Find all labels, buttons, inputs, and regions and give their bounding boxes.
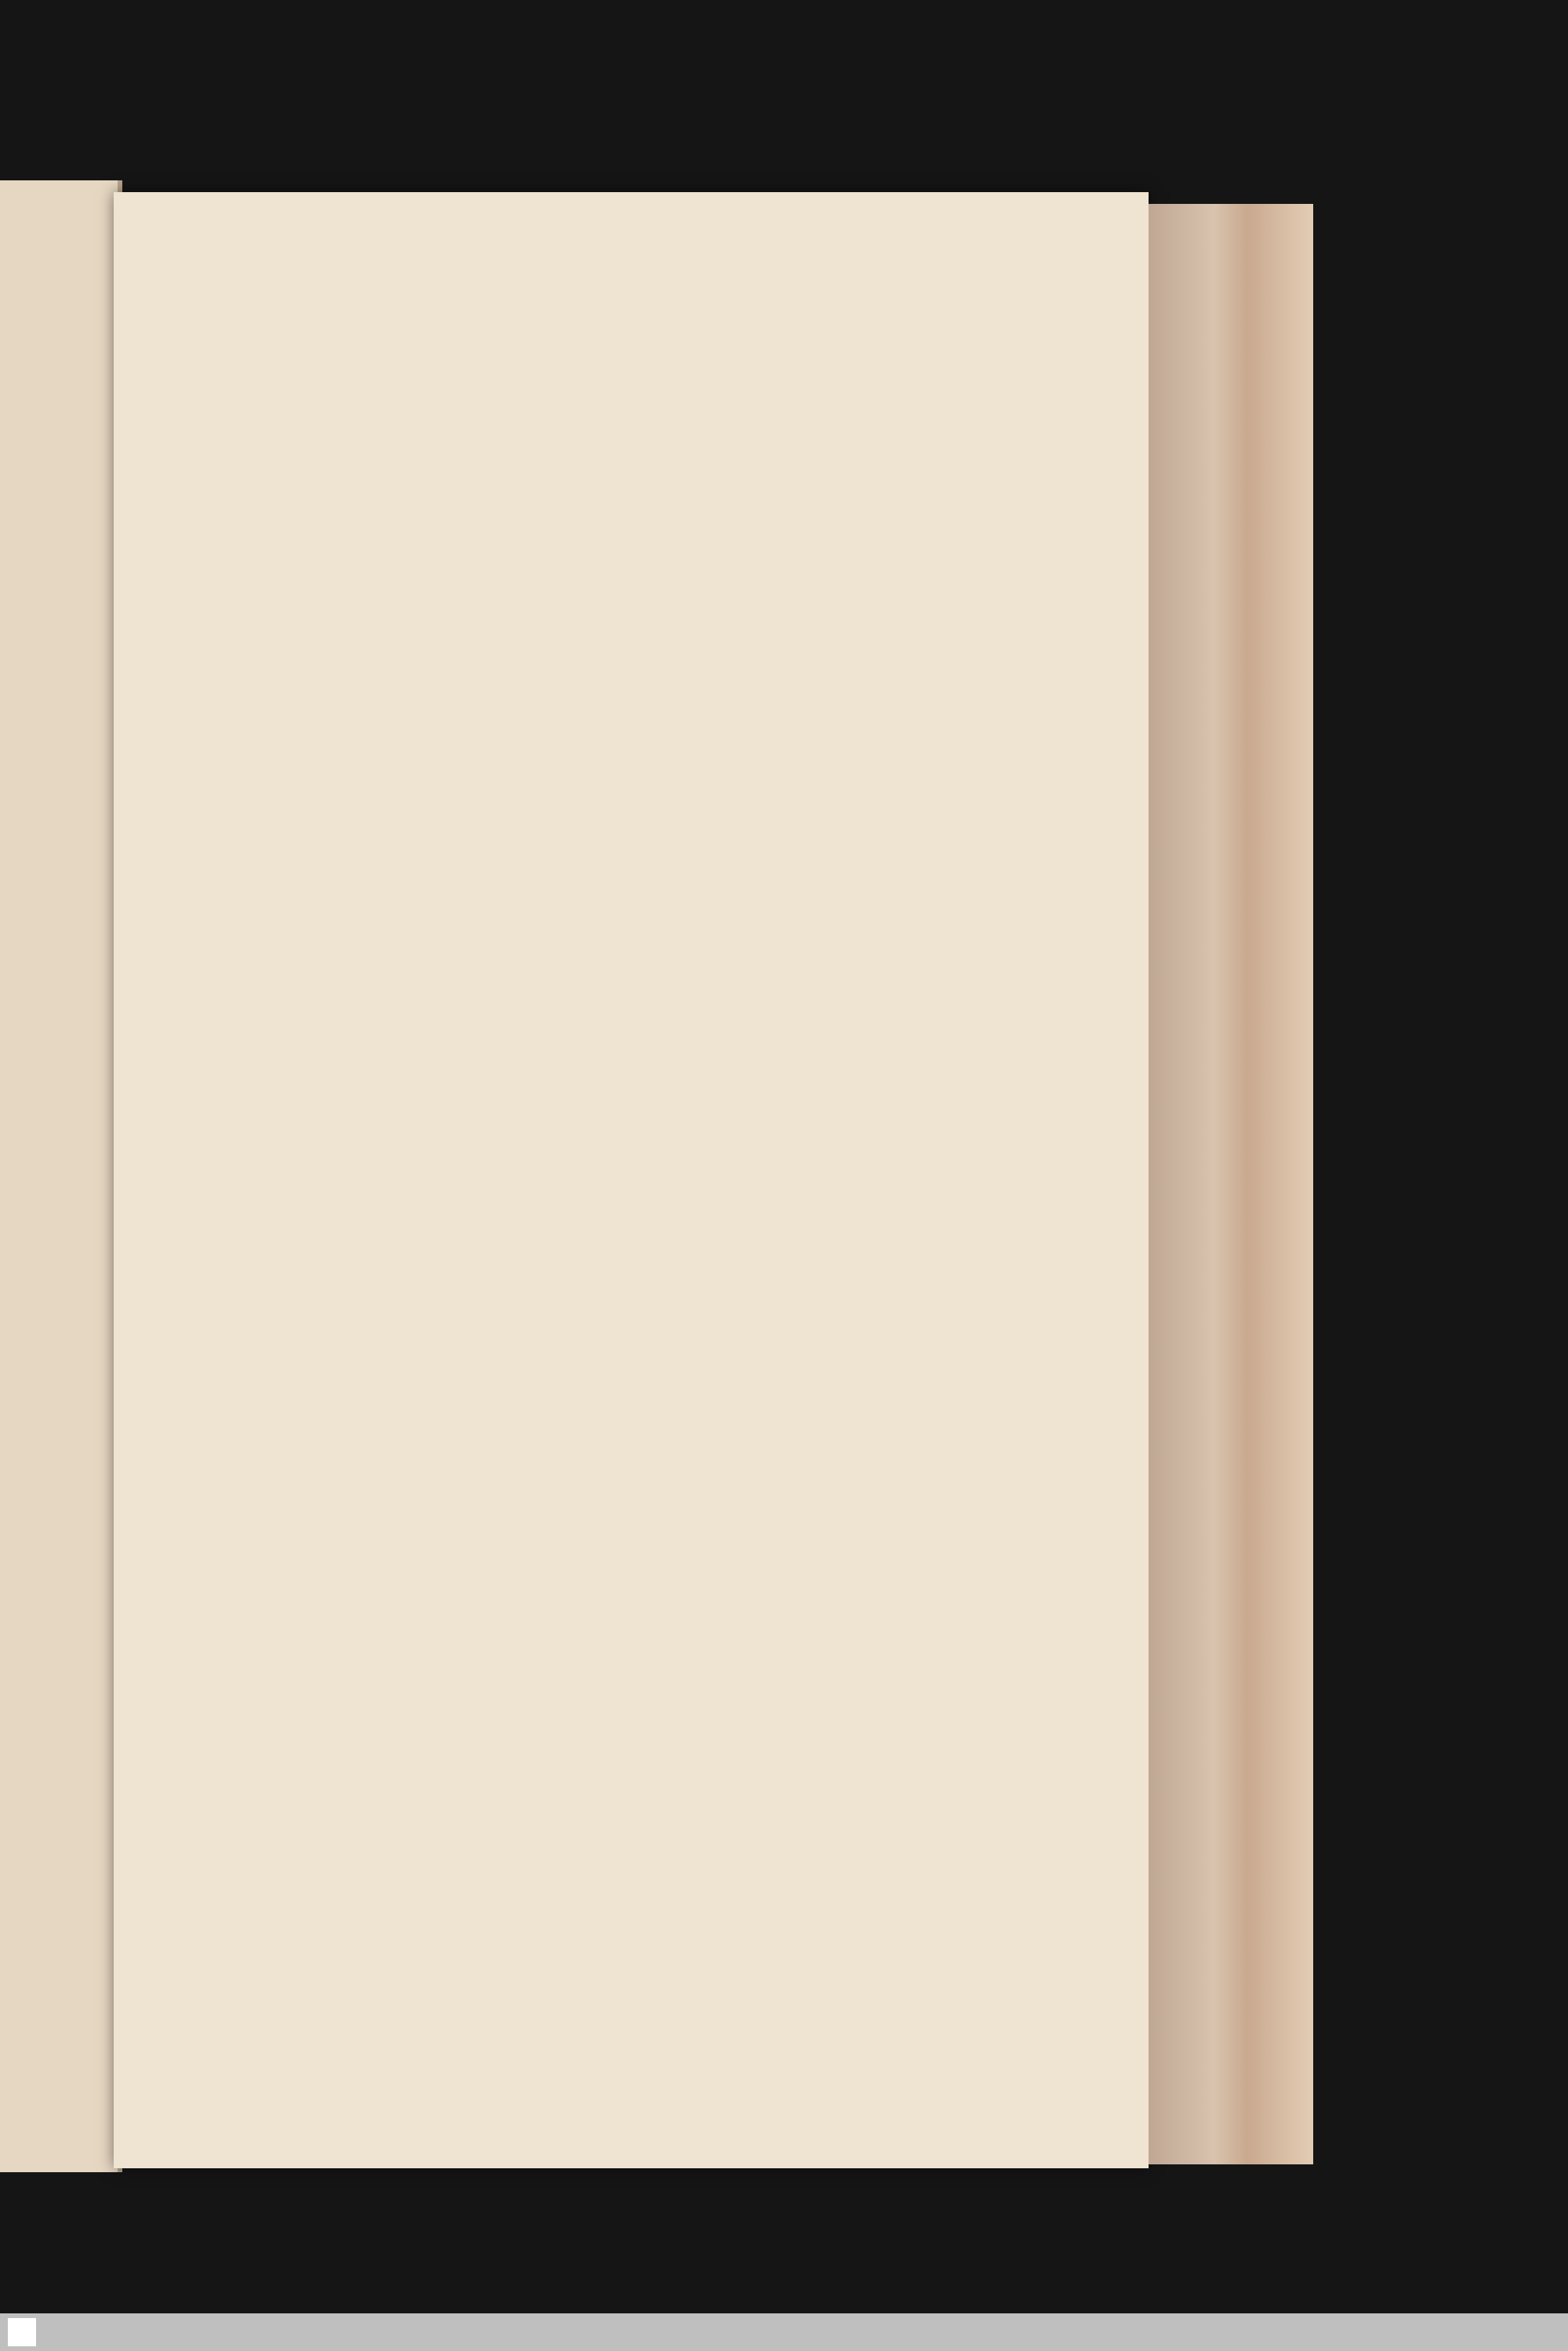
library-logo (8, 2318, 36, 2346)
page-fore-edge (1149, 204, 1313, 2164)
viewer-footer-bar (0, 2313, 1568, 2351)
facing-page-edge (0, 180, 122, 2172)
book-page (114, 192, 1149, 2168)
